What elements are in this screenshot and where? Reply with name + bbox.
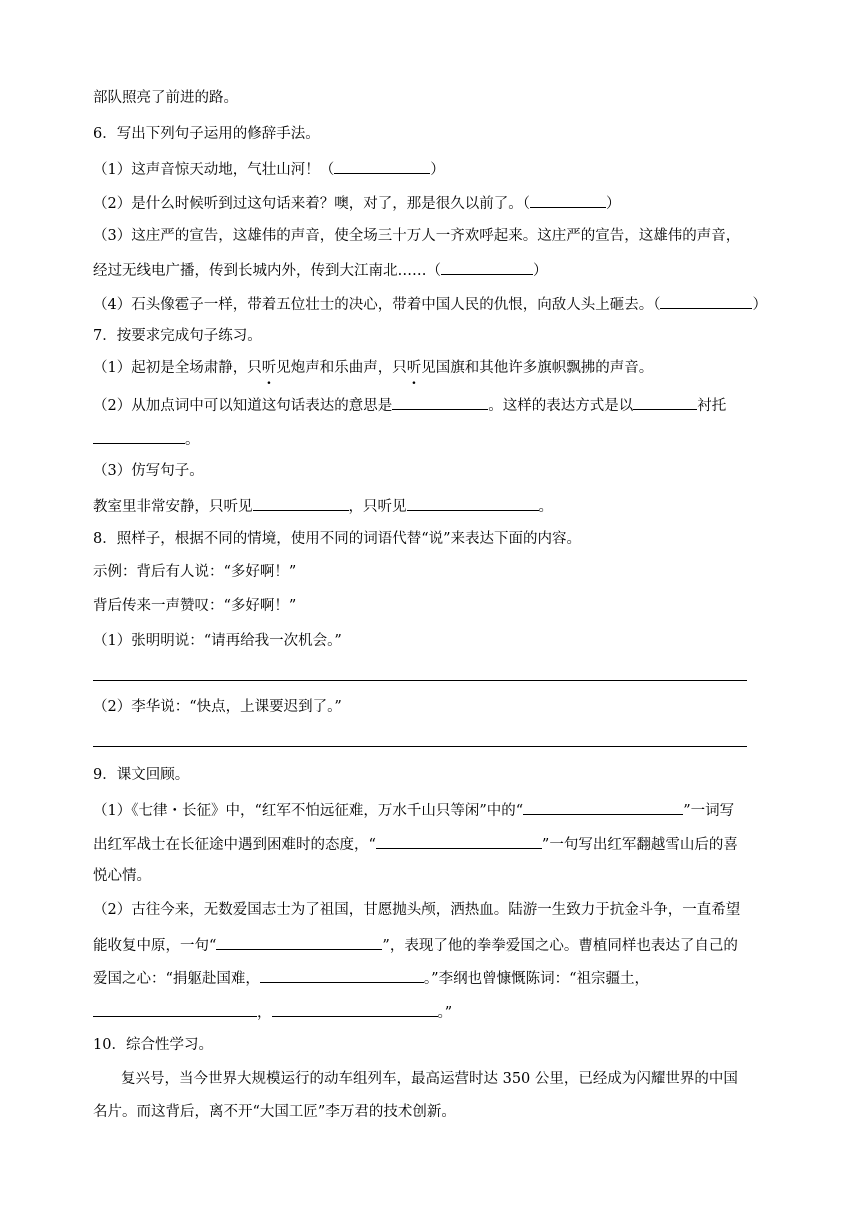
q9-item-1a: （1）《七律・长征》中，“红军不怕远征难，万水千山只等闲”中的“ ”一词写 [93,799,734,821]
answer-blank[interactable] [93,428,185,444]
q10-paragraph-1: 复兴号，当今世界大规模运行的动车组列车，最高运营时达 350 公里，已经成为闪耀世界的中国 [121,1071,738,1087]
q6-sentence-3a: （3）这庄严的宣告，这雄伟的声音，使全场三十万人一齐欢呼起来。这庄严的宣告，这雄伟的声音， [93,228,741,244]
answer-blank[interactable] [272,1001,438,1017]
answer-blank[interactable] [392,394,488,410]
answer-blank[interactable] [441,259,533,275]
q9-item-2b: 能收复中原，一句“ ”，表现了他的拳拳爱国之心。曹植同样也表达了自己的 [93,934,738,956]
q9-title: 9．课文回顾。 [93,767,190,783]
answer-blank[interactable] [93,1001,257,1017]
answer-blank[interactable] [523,799,683,815]
q8-title: 8．照样子，根据不同的情境，使用不同的词语代替“说”来表达下面的内容。 [93,531,582,547]
q9-item-2d: ， 。” [93,1001,452,1023]
dotted-word: 只听见 [247,360,291,376]
q8-example-1: 示例：背后有人说：“多好啊！” [93,564,297,580]
q6-sentence-3b: 经过无线电广播，传到长城内外，传到大江南北……（ ） [93,259,548,281]
answer-blank[interactable] [376,833,542,849]
q8-example-2: 背后传来一声赞叹：“多好啊！” [93,598,297,614]
answer-line[interactable] [93,746,747,747]
answer-blank[interactable] [253,495,349,511]
q10-title: 10．综合性学习。 [93,1037,213,1053]
q6-sentence-1: （1）这声音惊天动地，气壮山河！（ ） [93,158,445,180]
q7-sentence-3: （3）仿写句子。 [93,463,204,479]
q6-title: 6．写出下列句子运用的修辞手法。 [93,126,320,142]
answer-blank[interactable] [260,967,424,983]
q6-sentence-4: （4）石头像雹子一样，带着五位壮士的决心，带着中国人民的仇恨，向敌人头上砸去。（ ） [93,293,767,315]
q8-item-2: （2）李华说：“快点，上课要迟到了。” [93,699,342,715]
q10-paragraph-2: 名片。而这背后，离不开“大国工匠”李万君的技术创新。 [93,1104,456,1120]
answer-blank[interactable] [530,192,606,208]
answer-blank[interactable] [660,293,752,309]
q6-sentence-2: （2）是什么时候听到过这句话来着？噢，对了，那是很久以前了。（ ） [93,192,620,214]
answer-blank[interactable] [633,394,697,410]
q9-item-2c: 爱国之心：“捐躯赴国难， 。”李纲也曾慷慨陈词：“祖宗疆土， [93,967,649,989]
answer-blank[interactable] [407,495,539,511]
q9-item-1b: 出红军战士在长征途中遇到困难时的态度，“ ”一句写出红军翻越雪山后的喜 [93,833,738,855]
answer-blank[interactable] [216,934,382,950]
answer-line[interactable] [93,680,747,681]
q9-item-2a: （2）古往今来，无数爱国志士为了祖国，甘愿抛头颅，洒热血。陆游一生致力于抗金斗争，一直希望 [93,902,741,918]
answer-blank[interactable] [334,158,430,174]
q8-item-1: （1）张明明说：“请再给我一次机会。” [93,633,342,649]
dotted-word: 只听见 [392,360,436,376]
q7-sentence-1: （1）起初是全场肃静，只听见炮声和乐曲声，只听见国旗和其他许多旗帜飘拂的声音。 [93,360,654,376]
q7-imitation: 教室里非常安静，只听见 ，只听见 。 [93,495,553,517]
q7-sentence-2: （2）从加点词中可以知道这句话表达的意思是 。这样的表达方式是以 衬托 [93,394,726,416]
q7-title: 7．按要求完成句子练习。 [93,328,262,344]
continued-text: 部队照亮了前进的路。 [93,90,238,106]
q7-sentence-2-cont: 。 [93,428,200,450]
q9-item-1c: 悦心情。 [93,868,151,884]
